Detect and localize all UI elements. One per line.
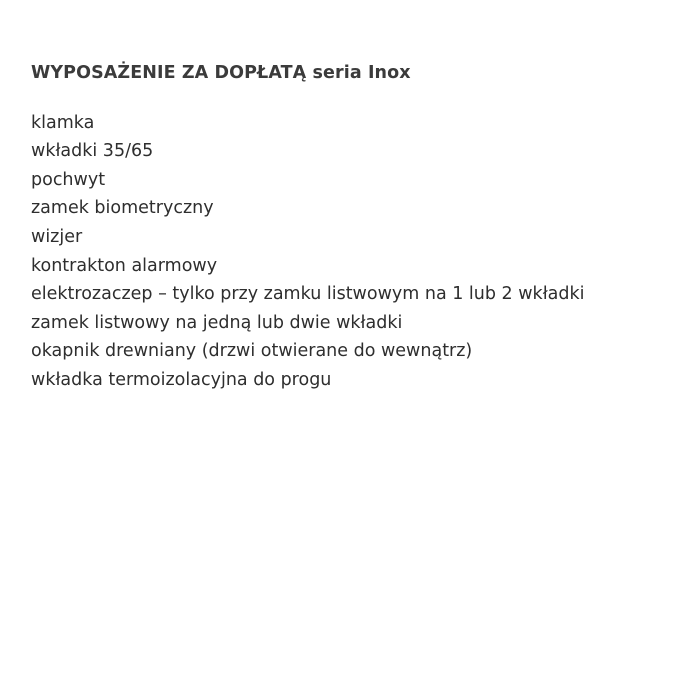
list-item: pochwyt [31, 169, 106, 190]
list-item: kontrakton alarmowy [31, 255, 218, 276]
list-item: zamek biometryczny [31, 198, 214, 219]
list-item: elektrozaczep – tylko przy zamku listwowym na 1 lub 2 wkładki [31, 284, 585, 305]
page-title: WYPOSAŻENIE ZA DOPŁATĄ seria Inox [31, 63, 411, 83]
list-item: zamek listwowy na jedną lub dwie wkładki [31, 312, 403, 333]
list-item: wizjer [31, 227, 83, 247]
list-item: wkładka termoizolacyjna do progu [31, 369, 332, 390]
equipment-list [31, 109, 670, 395]
list-item: wkładki 35/65 [31, 141, 154, 162]
list-item: klamka [31, 112, 95, 133]
list-item: okapnik drewniany (drzwi otwierane do wewnątrz) [31, 341, 473, 362]
title-list-spacer [31, 86, 670, 109]
